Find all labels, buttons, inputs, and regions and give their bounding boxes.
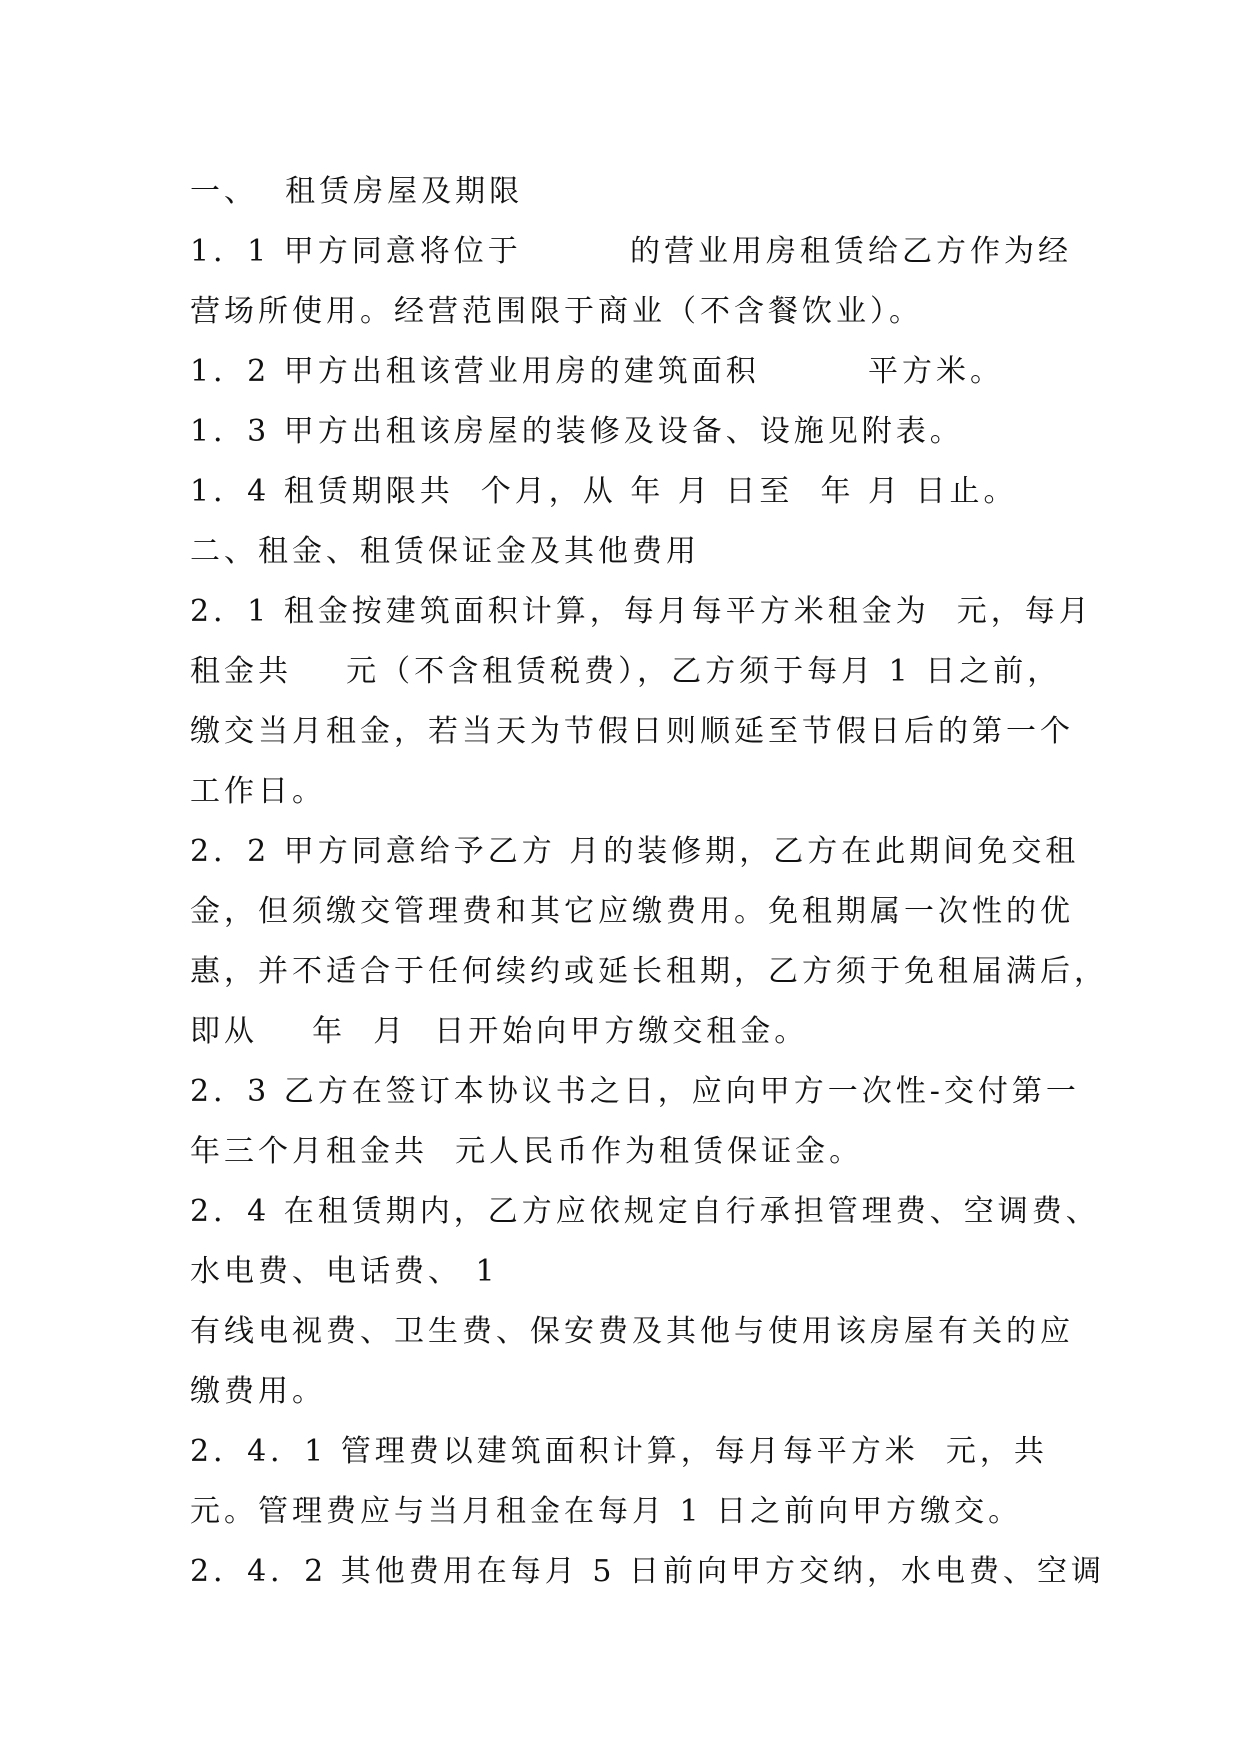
clause-2-3-line-1: 2．3 乙方在签订本协议书之日，应向甲方一次性-交付第一 bbox=[190, 1074, 1080, 1109]
clause-2-3-line-2: 年三个月租金共 元人民币作为租赁保证金。 bbox=[190, 1134, 864, 1169]
clause-2-2-line-2: 金，但须缴交管理费和其它应缴费用。免租期属一次性的优 bbox=[190, 894, 1074, 929]
clause-2-4-1-line-1: 2．4．1 管理费以建筑面积计算，每月每平方米 元，共 bbox=[190, 1434, 1048, 1469]
clause-2-2-line-1: 2．2 甲方同意给予乙方 月的装修期，乙方在此期间免交租 bbox=[190, 834, 1080, 869]
section-heading-2: 二、租金、租赁保证金及其他费用 bbox=[190, 534, 700, 569]
section-heading-1: 一、 租赁房屋及期限 bbox=[190, 174, 524, 209]
clause-2-4-line-2: 水电费、电话费、 1 bbox=[190, 1254, 499, 1289]
clause-1-1-line-1: 1．1 甲方同意将位于 的营业用房租赁给乙方作为经 bbox=[190, 234, 1072, 269]
clause-2-4-line-4: 缴费用。 bbox=[190, 1374, 326, 1409]
clause-1-1-line-2: 营场所使用。经营范围限于商业（不含餐饮业）。 bbox=[190, 294, 923, 329]
clause-2-4-line-1: 2．4 在租赁期内，乙方应依规定自行承担管理费、空调费、 bbox=[190, 1194, 1100, 1229]
clause-2-4-1-line-2: 元。管理费应与当月租金在每月 1 日之前向甲方缴交。 bbox=[190, 1494, 1023, 1529]
clause-2-4-line-3: 有线电视费、卫生费、保安费及其他与使用该房屋有关的应 bbox=[190, 1314, 1074, 1349]
clause-1-4: 1．4 租赁期限共 个月，从 年 月 日至 年 月 日止。 bbox=[190, 474, 1018, 509]
document-body bbox=[190, 162, 1108, 1602]
clause-1-2: 1．2 甲方出租该营业用房的建筑面积 平方米。 bbox=[190, 354, 1004, 389]
clause-2-4-2-line-1: 2．4．2 其他费用在每月 5 日前向甲方交纳，水电费、空调 bbox=[190, 1554, 1105, 1589]
clause-2-1-line-2: 租金共 元（不含租赁税费），乙方须于每月 1 日之前， bbox=[190, 654, 1062, 689]
clause-1-3: 1．3 甲方出租该房屋的装修及设备、设施见附表。 bbox=[190, 414, 964, 449]
clause-2-1-line-4: 工作日。 bbox=[190, 774, 326, 809]
clause-2-2-line-4: 即从 年 月 日开始向甲方缴交租金。 bbox=[190, 1014, 809, 1049]
clause-2-1-line-3: 缴交当月租金，若当天为节假日则顺延至节假日后的第一个 bbox=[190, 714, 1074, 749]
clause-2-1-line-1: 2．1 租金按建筑面积计算，每月每平方米租金为 元，每月 bbox=[190, 594, 1093, 629]
clause-2-2-line-3: 惠，并不适合于任何续约或延长租期，乙方须于免租届满后， bbox=[190, 954, 1108, 989]
